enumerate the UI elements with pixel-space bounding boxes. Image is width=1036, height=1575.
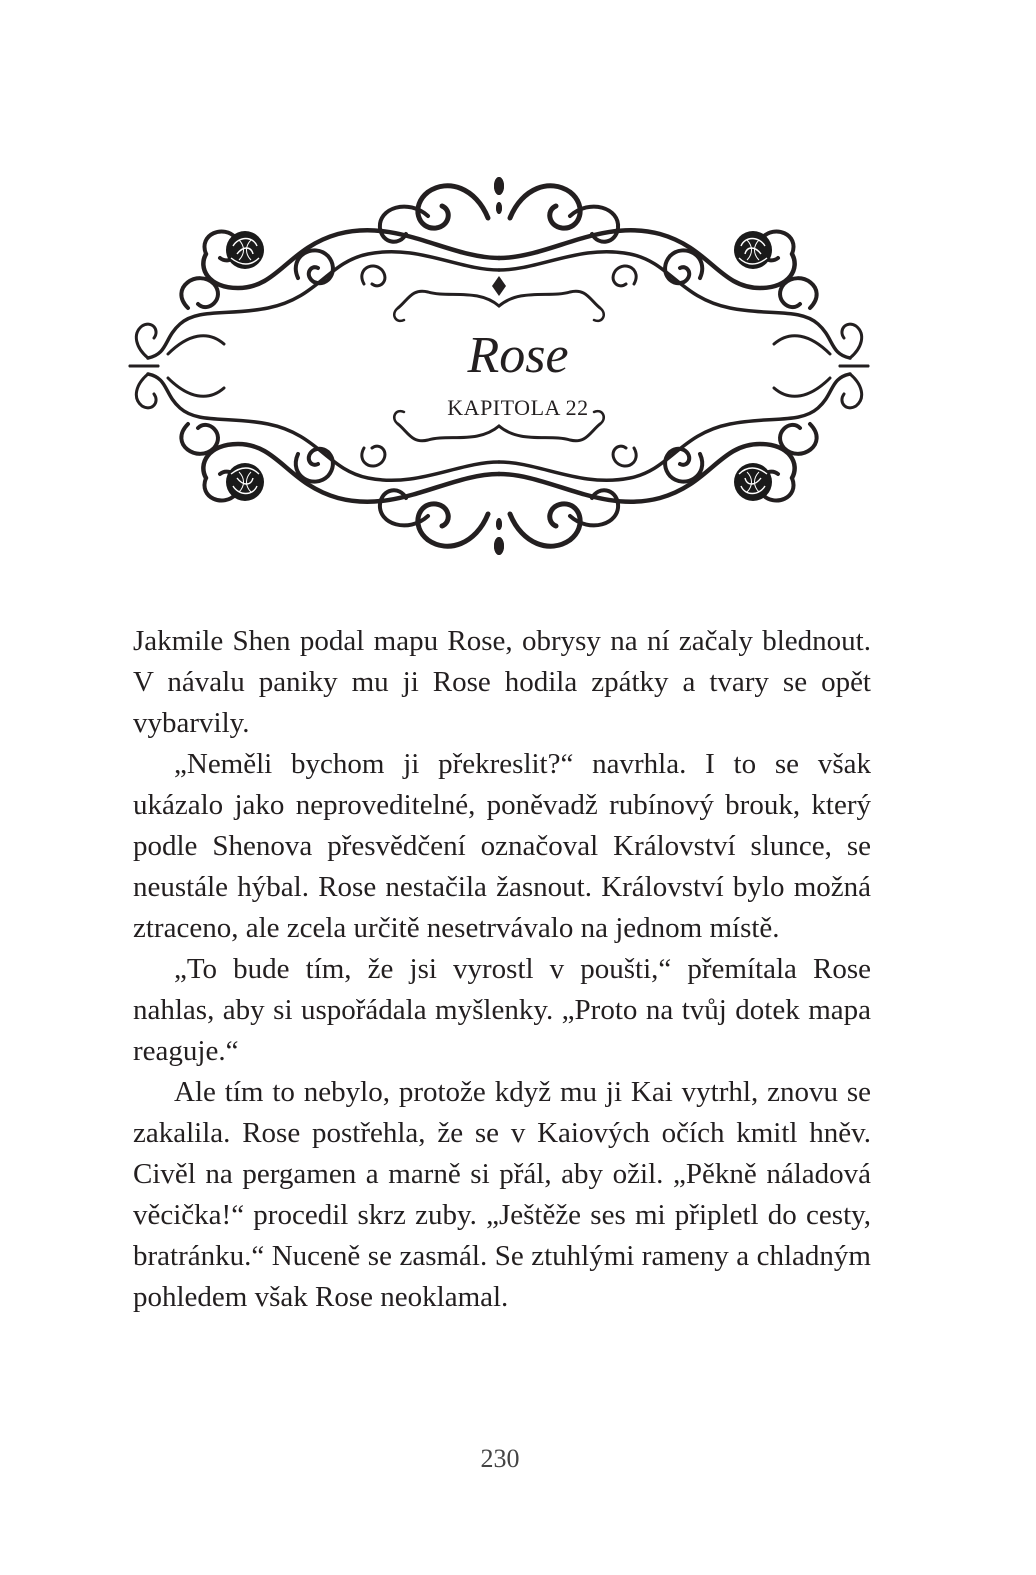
paragraph-2: „Neměli bychom ji překreslit?“ navrhla. I to se však ukázalo jako neproveditelné, poněvadž rubínový brouk, který podle Shenova přesvědčení označoval Království slunce, se neustále hýbal. Rose nestačila žasnout. Království bylo možná ztraceno, ale zcela určitě nesetrvávalo na jednom místě. bbox=[133, 748, 871, 944]
page-number: 230 bbox=[480, 1444, 520, 1473]
paragraph-1: Jakmile Shen podal mapu Rose, obrysy na ní začaly blednout. V návalu paniky mu ji Rose hodila zpátky a tvary se opět vybarvily. bbox=[133, 625, 871, 739]
body-text bbox=[133, 621, 871, 1318]
paragraph-4: Ale tím to nebylo, protože když mu ji Kai vytrhl, znovu se zakalila. Rose postřehla, že se v Kaiových očích kmitl hněv. Civěl na pergamen a marně si přál, aby ožil. „Pěkně náladová věcička!“ procedil skrz zuby. „Ještěže ses mi připletl do cesty, bratránku.“ Nuceně se zasmál. Se ztuhlými rameny a chladným pohledem však Rose neoklamal. bbox=[133, 1076, 871, 1313]
chapter-label: KAPITOLA 22 bbox=[447, 395, 589, 420]
chapter-title: Rose bbox=[467, 327, 569, 384]
paragraph-3: „To bude tím, že jsi vyrostl v poušti,“ přemítala Rose nahlas, aby si uspořádala myšlenky. „Proto na tvůj dotek mapa reaguje.“ bbox=[133, 953, 871, 1067]
